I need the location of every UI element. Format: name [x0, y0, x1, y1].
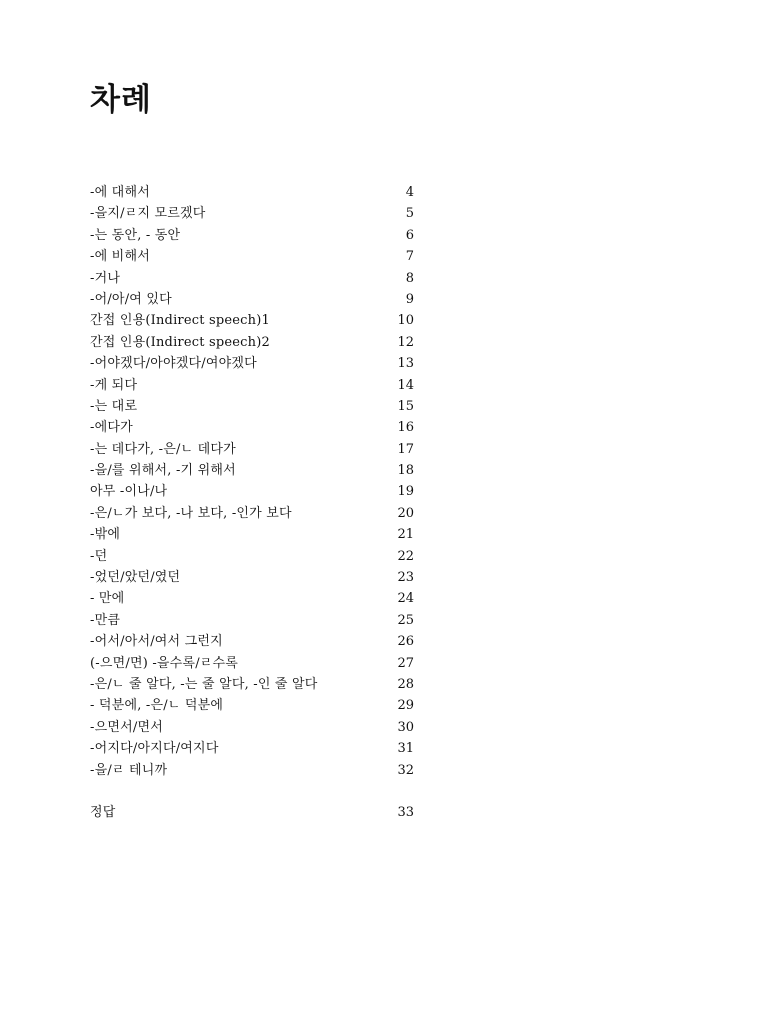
- toc-entry-label: -밖에: [90, 527, 121, 543]
- toc-entry-label: -게 되다: [90, 377, 138, 393]
- toc-entry-label: -에 대해서: [90, 185, 150, 200]
- toc-entry-page: 19: [397, 484, 414, 500]
- toc-entry-page: 25: [397, 612, 414, 628]
- toc-entry-page: 32: [397, 762, 414, 778]
- toc-entry: [90, 396, 414, 417]
- toc-entry-label: -을/ㄹ 테니까: [90, 762, 168, 778]
- toc-entry: [90, 653, 414, 674]
- toc-entry-label: -는 데다가, -은/ㄴ 데다가: [90, 441, 236, 457]
- toc-entry-page: 10: [397, 313, 414, 329]
- toc-entry-label: -만큼: [90, 612, 121, 628]
- toc-entry: [90, 738, 414, 759]
- toc-entry-label: -에 비해서: [90, 249, 150, 265]
- toc-entry-page: 17: [397, 441, 414, 457]
- toc-entry-page: 5: [405, 206, 414, 222]
- toc-entry-page: 12: [397, 334, 414, 350]
- toc-entry-page: 27: [397, 655, 414, 671]
- toc-entry: [90, 203, 414, 224]
- toc-entry: [90, 588, 414, 609]
- toc-entry-page: 13: [397, 356, 414, 372]
- toc-entry: [90, 760, 414, 781]
- toc-entry-page: 24: [397, 591, 414, 607]
- toc-entry: [90, 460, 414, 481]
- toc-entry: [90, 439, 414, 460]
- toc-entry: [90, 225, 414, 246]
- toc-entry: [90, 246, 414, 267]
- toc-entry-page: 30: [397, 719, 414, 735]
- toc-entry-label: -어야겠다/아야겠다/여야겠다: [90, 356, 257, 372]
- toc-entry-label: -어서/아서/여서 그런지: [90, 634, 223, 650]
- toc-entry-page: 26: [397, 634, 414, 650]
- toc-entry-label: - 덕분에, -은/ㄴ 덕분에: [90, 698, 224, 714]
- toc-entry-label: - 만에: [90, 591, 125, 607]
- toc-entry: [90, 375, 414, 396]
- toc-entry: [90, 310, 414, 331]
- toc-entry: [90, 717, 414, 738]
- table-of-contents: [90, 182, 414, 781]
- toc-entry-page: 16: [397, 420, 414, 436]
- toc-entry-page: 4: [405, 185, 414, 200]
- toc-entry-label: 간접 인용(Indirect speech)1: [90, 313, 270, 329]
- toc-entry-page: 14: [397, 377, 414, 393]
- toc-entry-page: 21: [397, 527, 414, 543]
- toc-entry-page: 28: [397, 676, 414, 692]
- toc-entry: [90, 417, 414, 438]
- toc-entry-page: 7: [405, 249, 414, 265]
- toc-entry-page: 22: [397, 548, 414, 564]
- toc-entry-label: 아무 -이나/나: [90, 484, 168, 500]
- toc-entry-page: 6: [405, 227, 414, 243]
- toc-entry-label: -어지다/아지다/여지다: [90, 741, 219, 757]
- toc-entry-label: -어/아/여 있다: [90, 291, 172, 307]
- toc-entry: [90, 546, 414, 567]
- toc-entry-page: 31: [397, 741, 414, 757]
- toc-entry-label: (-으면/면) -을수록/ㄹ수록: [90, 655, 239, 671]
- toc-entry-label: -던: [90, 548, 108, 564]
- toc-entry-label: -는 동안, - 동안: [90, 227, 181, 243]
- toc-entry-answers: [90, 802, 414, 823]
- toc-entry: [90, 268, 414, 289]
- toc-entry: [90, 610, 414, 631]
- toc-entry: [90, 695, 414, 716]
- answers-page: 33: [397, 805, 414, 820]
- toc-entry: [90, 631, 414, 652]
- toc-entry-page: 8: [405, 270, 414, 286]
- toc-entry-label: -는 대로: [90, 398, 138, 414]
- toc-entry-label: -으면서/면서: [90, 719, 163, 735]
- toc-entry: [90, 524, 414, 545]
- toc-entry-label: -을지/ㄹ지 모르겠다: [90, 206, 206, 222]
- toc-entry: [90, 353, 414, 374]
- page-title: 차례: [90, 82, 152, 118]
- toc-entry-page: 23: [397, 570, 414, 586]
- toc-entry-page: 20: [397, 505, 414, 521]
- toc-entry-label: -은/ㄴ가 보다, -나 보다, -인가 보다: [90, 505, 292, 521]
- toc-entry-label: -거나: [90, 270, 121, 286]
- toc-entry-page: 29: [397, 698, 414, 714]
- toc-entry-label: -을/를 위해서, -기 위해서: [90, 463, 236, 479]
- toc-entry: [90, 567, 414, 588]
- toc-entry-label: 간접 인용(Indirect speech)2: [90, 334, 270, 350]
- answers-label: 정답: [90, 805, 116, 820]
- toc-entry-page: 18: [397, 463, 414, 479]
- toc-entry: [90, 503, 414, 524]
- toc-entry-label: -은/ㄴ 줄 알다, -는 줄 알다, -인 줄 알다: [90, 676, 318, 692]
- toc-entry: [90, 182, 414, 203]
- toc-entry: [90, 289, 414, 310]
- toc-entry-page: 9: [405, 291, 414, 307]
- toc-entry: [90, 332, 414, 353]
- toc-entry-page: 15: [397, 398, 414, 414]
- toc-entry-label: -에다가: [90, 420, 133, 436]
- toc-entry: [90, 481, 414, 502]
- toc-entry: [90, 674, 414, 695]
- toc-entry-label: -었던/았던/였던: [90, 570, 181, 586]
